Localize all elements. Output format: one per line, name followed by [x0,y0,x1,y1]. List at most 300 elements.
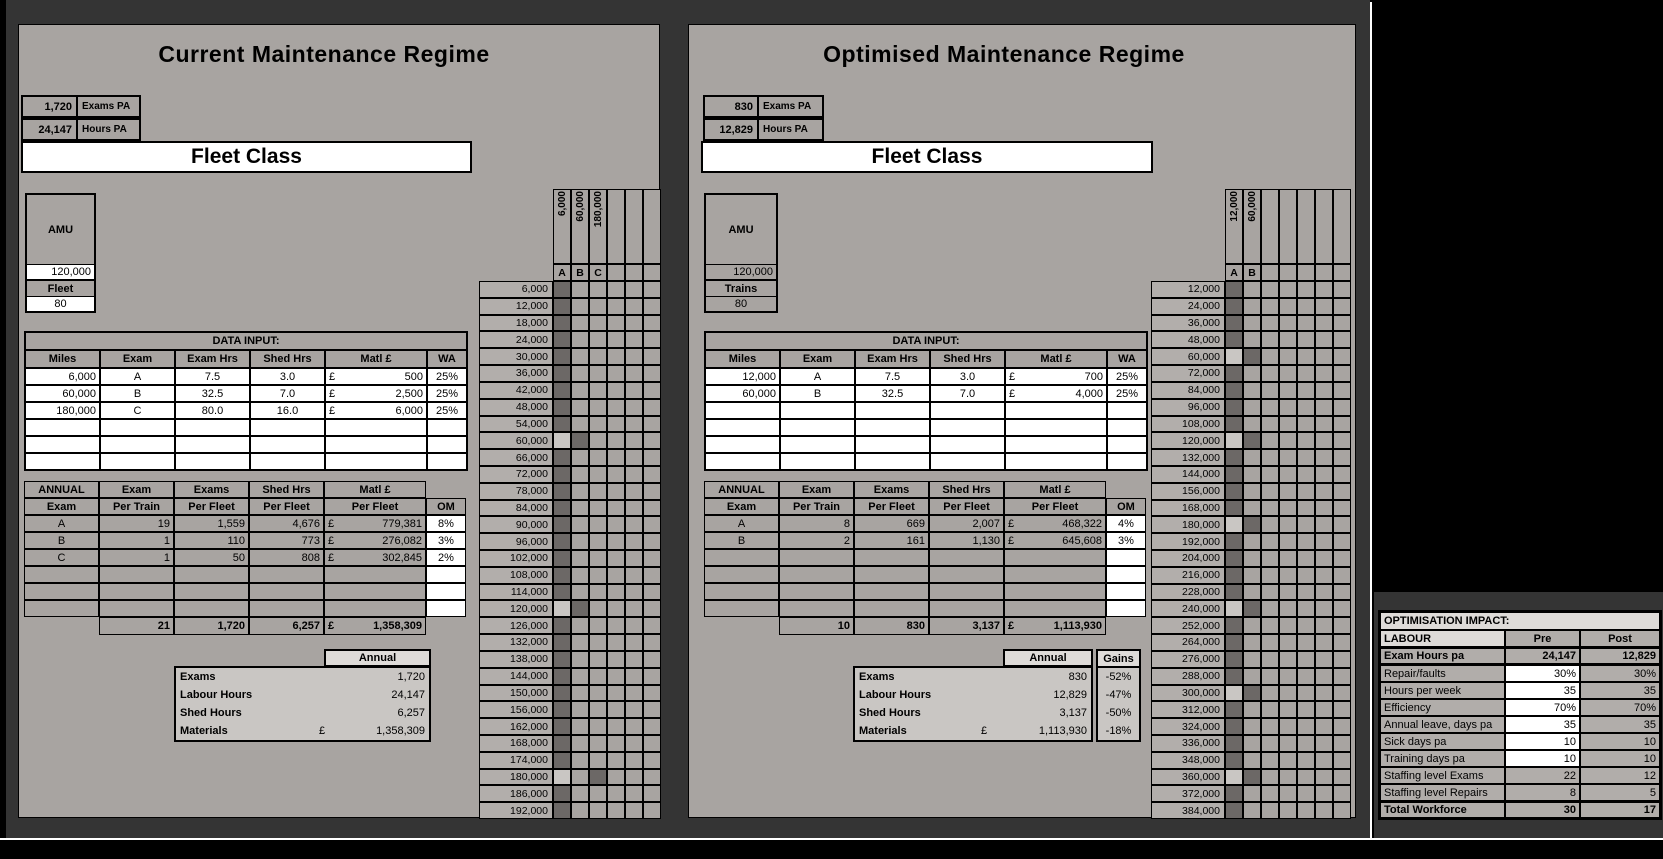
ladder-grid-cell [571,331,589,348]
wa-cell[interactable]: 25% [427,368,467,385]
impact-pre-value[interactable]: 30% [1505,665,1580,682]
ladder-grid-cell [589,500,607,517]
exam-cell[interactable] [100,436,175,453]
ladder-mileage-label: 150,000 [479,685,553,702]
wa-cell[interactable] [1107,419,1147,436]
ladder-grid-cell [589,348,607,365]
ladder-grid-cell [607,802,625,819]
impact-post-value: 12 [1580,767,1660,784]
impact-pre-value: 24,147 [1505,647,1580,665]
amu-value-cell[interactable]: 120,000 [706,264,776,279]
impact-pre-value: 22 [1505,767,1580,784]
ladder-grid-cell [571,399,589,416]
ladder-grid-cell [1315,315,1333,332]
total-per-train: 10 [779,617,854,635]
ladder-grid-cell [1225,567,1243,584]
ladder-grid-cell [643,331,661,348]
ladder-mileage-label: 138,000 [479,651,553,668]
ladder-grid-cell [1225,718,1243,735]
ladder-grid-cell [607,399,625,416]
ladder-mileage-label: 216,000 [1151,567,1225,584]
hours-pa-label: Hours PA [77,118,141,141]
exam-cell[interactable]: A [780,368,855,385]
shed-hrs-per-fleet-cell [249,566,324,583]
column-header: Per Fleet [854,498,929,515]
ladder-grid-cell [1315,449,1333,466]
per-train-cell [779,600,854,617]
impact-row-label: Training days pa [1380,750,1505,767]
ladder-mileage-label: 276,000 [1151,651,1225,668]
ladder-grid-cell [1333,331,1351,348]
ladder-grid-cell [643,701,661,718]
spacer-cell [426,481,466,498]
miles-cell[interactable] [705,402,780,419]
wa-cell[interactable] [427,436,467,453]
ladder-grid-cell [1261,432,1279,449]
exam-hrs-cell[interactable] [175,436,250,453]
ladder-mileage-label: 336,000 [1151,735,1225,752]
exam-hrs-cell[interactable] [855,453,930,470]
ladder-interval-header [1297,189,1315,264]
impact-post-value: 35 [1580,716,1660,733]
exam-cell [24,566,99,583]
matl-cell[interactable] [325,453,427,470]
fleet-value-cell[interactable]: 80 [27,296,94,311]
exam-cell[interactable] [100,419,175,436]
ladder-grid-cell [1279,668,1297,685]
ladder-grid-cell [571,365,589,382]
exam-hrs-cell[interactable]: 7.5 [175,368,250,385]
matl-cell[interactable]: £ 6,000 [325,402,427,419]
exam-cell: B [704,532,779,549]
wa-cell[interactable]: 25% [1107,368,1147,385]
ladder-grid-cell [625,382,643,399]
exam-hrs-cell[interactable]: 80.0 [175,402,250,419]
impact-row-label: Staffing level Exams [1380,767,1505,784]
exam-hrs-cell[interactable]: 32.5 [175,385,250,402]
matl-cell[interactable] [1005,453,1107,470]
ladder-grid-cell [1243,685,1261,702]
shed-hrs-cell[interactable] [930,402,1005,419]
exam-cell[interactable]: B [100,385,175,402]
wa-cell[interactable] [427,419,467,436]
ladder-grid-cell [625,331,643,348]
impact-post-value: 10 [1580,750,1660,767]
ladder-grid-cell [1225,584,1243,601]
summary-row: Shed Hours 6,257 [180,707,425,719]
fleet-class-banner[interactable]: Fleet Class [21,141,472,173]
impact-title: OPTIMISATION IMPACT: [1380,612,1660,630]
exam-hrs-cell[interactable] [855,402,930,419]
ladder-mileage-label: 156,000 [1151,483,1225,500]
total-matl: £ 1,358,309 [324,617,426,635]
exam-cell[interactable]: A [100,368,175,385]
column-header: Shed Hrs [930,350,1005,368]
ladder-grid-cell [1261,449,1279,466]
shed-hrs-cell[interactable] [250,419,325,436]
om-cell[interactable] [426,583,466,600]
ladder-grid-cell [571,466,589,483]
ladder-grid-cell [1297,416,1315,433]
shed-hrs-per-fleet-cell: 1,130 [929,532,1004,549]
shed-hrs-cell[interactable] [930,419,1005,436]
spacer-cell [24,617,99,635]
ladder-grid-cell [1243,651,1261,668]
ladder-grid-cell [1261,298,1279,315]
total-exams: 1,720 [174,617,249,635]
wa-cell[interactable]: 25% [1107,385,1147,402]
wa-cell[interactable] [1107,436,1147,453]
ladder-grid-cell [1297,516,1315,533]
impact-post-value: 10 [1580,733,1660,750]
ladder-interval-header: 180,000 [589,189,607,264]
ladder-grid-cell [589,516,607,533]
ladder-grid-cell [1315,600,1333,617]
miles-cell[interactable]: 60,000 [705,385,780,402]
ladder-grid-cell [571,802,589,819]
om-cell[interactable]: 3% [1106,532,1146,549]
ladder-mileage-label: 96,000 [479,533,553,550]
impact-row-label: Exam Hours pa [1380,647,1505,665]
matl-cell[interactable]: £ 500 [325,368,427,385]
shed-hrs-cell[interactable]: 3.0 [250,368,325,385]
ladder-grid-cell [607,651,625,668]
ladder-grid-cell [1243,567,1261,584]
miles-cell[interactable] [25,436,100,453]
wa-cell[interactable]: 25% [427,385,467,402]
ladder-grid-cell [607,769,625,786]
matl-cell[interactable]: £ 700 [1005,368,1107,385]
exam-cell[interactable] [780,402,855,419]
ladder-grid-cell [1279,718,1297,735]
impact-row-label: Annual leave, days pa [1380,716,1505,733]
om-cell[interactable] [1106,549,1146,566]
ladder-grid-cell [643,600,661,617]
matl-cell[interactable]: £ 4,000 [1005,385,1107,402]
ladder-grid-cell [643,500,661,517]
ladder-grid-cell [1261,533,1279,550]
ladder-grid-cell [1261,399,1279,416]
ladder-exam-letter [1297,264,1315,281]
shed-hrs-cell[interactable]: 7.0 [250,385,325,402]
impact-pre-value[interactable]: 35 [1505,682,1580,699]
miles-cell[interactable]: 6,000 [25,368,100,385]
impact-post-value: 70% [1580,699,1660,716]
ladder-grid-cell [607,298,625,315]
window-edge-vertical [1370,2,1372,838]
exam-hrs-cell[interactable] [855,436,930,453]
shed-hrs-per-fleet-cell: 2,007 [929,515,1004,532]
exam-hrs-cell[interactable]: 7.5 [855,368,930,385]
ladder-grid-cell [1333,752,1351,769]
exam-hrs-cell[interactable] [175,453,250,470]
ladder-grid-cell [1315,500,1333,517]
ladder-exam-letter [607,264,625,281]
ladder-grid-cell [607,785,625,802]
ladder-grid-cell [553,651,571,668]
ladder-grid-cell [1225,500,1243,517]
ladder-grid-cell [571,416,589,433]
ladder-interval-header [607,189,625,264]
ladder-grid-cell [607,382,625,399]
ladder-grid-cell [1333,399,1351,416]
ladder-mileage-label: 132,000 [479,634,553,651]
shed-hrs-cell[interactable] [250,453,325,470]
impact-post-header: Post [1580,630,1660,647]
data-input-title: DATA INPUT: [705,332,1147,350]
exam-hrs-cell[interactable] [175,419,250,436]
ladder-grid-cell [625,701,643,718]
ladder-grid-cell [625,718,643,735]
ladder-grid-cell [1315,466,1333,483]
ladder-mileage-label: 66,000 [479,449,553,466]
ladder-grid-cell [1297,651,1315,668]
per-train-cell: 19 [99,515,174,532]
ladder-grid-cell [1225,600,1243,617]
ladder-grid-cell [1243,365,1261,382]
ladder-grid-cell [589,567,607,584]
shed-hrs-per-fleet-cell: 4,676 [249,515,324,532]
ladder-grid-cell [1261,668,1279,685]
impact-post-value: 30% [1580,665,1660,682]
exam-cell[interactable] [780,436,855,453]
ladder-grid-cell [1297,399,1315,416]
ladder-grid-cell [1225,432,1243,449]
ladder-grid-cell [571,298,589,315]
impact-pre-value[interactable]: 35 [1505,716,1580,733]
matl-cell[interactable] [325,419,427,436]
ladder-grid-cell [607,331,625,348]
column-header: Per Fleet [1004,498,1106,515]
exams-per-fleet-cell [854,549,929,566]
ladder-grid-cell [1225,701,1243,718]
per-train-cell [99,600,174,617]
column-header: Exam [704,498,779,515]
ladder-grid-cell [625,634,643,651]
summary-row: Labour Hours 12,829 [859,689,1087,701]
per-train-cell: 2 [779,532,854,549]
impact-pre-value: 8 [1505,784,1580,801]
miles-cell[interactable] [705,436,780,453]
ladder-grid-cell [1279,533,1297,550]
annual-table [704,481,1146,635]
ladder-grid-cell [643,769,661,786]
ladder-grid-cell [643,348,661,365]
ladder-grid-cell [571,752,589,769]
shed-hrs-cell[interactable]: 7.0 [930,385,1005,402]
trains-value-cell[interactable]: 80 [706,296,776,311]
exam-hrs-cell[interactable]: 32.5 [855,385,930,402]
ladder-grid-cell [1225,281,1243,298]
matl-per-fleet-cell [1004,566,1106,583]
optimised-regime-panel [688,24,1356,818]
ladder-grid-cell [1243,466,1261,483]
om-cell[interactable] [1106,566,1146,583]
ladder-mileage-label: 288,000 [1151,668,1225,685]
ladder-mileage-label: 72,000 [1151,365,1225,382]
om-cell[interactable]: 8% [426,515,466,532]
ladder-grid-cell [1243,600,1261,617]
ladder-grid-cell [571,533,589,550]
gains-value: -50% [1105,707,1132,719]
impact-pre-header: Pre [1505,630,1580,647]
miles-cell[interactable]: 12,000 [705,368,780,385]
miles-cell[interactable] [705,453,780,470]
om-cell[interactable] [426,566,466,583]
column-header: Shed Hrs [249,481,324,498]
matl-cell[interactable] [1005,436,1107,453]
wa-cell[interactable]: 25% [427,402,467,419]
exam-cell[interactable] [100,453,175,470]
ladder-grid-cell [1297,785,1315,802]
impact-table [1378,610,1662,820]
ladder-grid-cell [1261,701,1279,718]
ladder-grid-cell [1225,550,1243,567]
ladder-grid-cell [625,600,643,617]
shed-hrs-cell[interactable] [930,453,1005,470]
ladder-grid-cell [607,752,625,769]
miles-cell[interactable]: 180,000 [25,402,100,419]
total-shed-hrs: 6,257 [249,617,324,635]
miles-cell[interactable] [705,419,780,436]
impact-pre-value[interactable]: 10 [1505,733,1580,750]
ladder-grid-cell [625,550,643,567]
ladder-grid-cell [1243,668,1261,685]
ladder-grid-cell [1315,416,1333,433]
ladder-grid-cell [1225,516,1243,533]
total-shed-hrs: 3,137 [929,617,1004,635]
impact-pre-value[interactable]: 10 [1505,750,1580,767]
exam-cell [704,583,779,600]
ladder-grid-cell [589,735,607,752]
exam-hrs-cell[interactable] [855,419,930,436]
ladder-grid-cell [553,348,571,365]
wa-cell[interactable] [427,453,467,470]
ladder-mileage-label: 120,000 [1151,432,1225,449]
shed-hrs-cell[interactable] [930,436,1005,453]
ladder-grid-cell [1333,382,1351,399]
ladder-grid-cell [1315,785,1333,802]
fleet-class-banner[interactable]: Fleet Class [701,141,1153,173]
amu-value-cell[interactable]: 120,000 [27,264,94,279]
ladder-mileage-label: 96,000 [1151,399,1225,416]
impact-pre-value[interactable]: 70% [1505,699,1580,716]
ladder-grid-cell [607,483,625,500]
column-header: WA [427,350,467,368]
exam-cell[interactable]: C [100,402,175,419]
ladder-mileage-label: 36,000 [1151,315,1225,332]
om-cell[interactable]: 3% [426,532,466,549]
exam-cell [704,600,779,617]
exams-pa-label: Exams PA [758,95,824,118]
matl-per-fleet-cell [324,583,426,600]
ladder-grid-cell [1279,331,1297,348]
ladder-grid-cell [643,449,661,466]
matl-cell[interactable] [1005,419,1107,436]
ladder-grid-cell [1333,617,1351,634]
shed-hrs-per-fleet-cell [249,583,324,600]
ladder-grid-cell [1297,500,1315,517]
ladder-grid-cell [571,600,589,617]
ladder-exam-letter: A [1225,264,1243,281]
column-header: WA [1107,350,1147,368]
column-header: Exam [99,481,174,498]
ladder-grid-cell [1333,348,1351,365]
ladder-grid-cell [607,449,625,466]
ladder-exam-letter: B [571,264,589,281]
matl-cell[interactable]: £ 2,500 [325,385,427,402]
ladder-grid-cell [643,533,661,550]
ladder-grid-cell [553,449,571,466]
exam-cell[interactable]: B [780,385,855,402]
shed-hrs-cell[interactable] [250,436,325,453]
ladder-grid-cell [553,584,571,601]
ladder-mileage-label: 12,000 [479,298,553,315]
ladder-grid-cell [1333,735,1351,752]
column-header: Exam [24,498,99,515]
wa-cell[interactable] [1107,402,1147,419]
matl-cell[interactable] [325,436,427,453]
matl-cell[interactable] [1005,402,1107,419]
ladder-grid-cell [553,550,571,567]
ladder-interval-header [1261,189,1279,264]
ladder-grid-cell [1279,752,1297,769]
ladder-grid-cell [1315,298,1333,315]
ladder-interval-header: 60,000 [571,189,589,264]
ladder-grid-cell [625,416,643,433]
per-train-cell [779,549,854,566]
exams-per-fleet-cell [854,566,929,583]
ladder-grid-cell [1297,432,1315,449]
shed-hrs-per-fleet-cell: 773 [249,532,324,549]
gains-header: Gains [1098,651,1139,668]
ladder-grid-cell [1279,483,1297,500]
window-edge-horizontal [0,838,1663,840]
ladder-grid-cell [571,735,589,752]
ladder-grid-cell [1225,331,1243,348]
exam-cell[interactable] [780,453,855,470]
ladder-grid-cell [625,500,643,517]
shed-hrs-cell[interactable]: 16.0 [250,402,325,419]
ladder-interval-header [625,189,643,264]
om-cell[interactable] [426,600,466,617]
ladder-grid-cell [1261,483,1279,500]
wa-cell[interactable] [1107,453,1147,470]
ladder-grid-cell [625,298,643,315]
om-cell[interactable]: 2% [426,549,466,566]
ladder-mileage-label: 48,000 [479,399,553,416]
ladder-grid-cell [1297,331,1315,348]
column-header: Exams [174,481,249,498]
ladder-grid-cell [571,701,589,718]
shed-hrs-cell[interactable]: 3.0 [930,368,1005,385]
om-cell[interactable]: 4% [1106,515,1146,532]
ladder-grid-cell [643,550,661,567]
ladder-mileage-label: 300,000 [1151,685,1225,702]
ladder-grid-cell [1243,718,1261,735]
exam-cell[interactable] [780,419,855,436]
miles-cell[interactable] [25,419,100,436]
total-matl: £ 1,113,930 [1004,617,1106,635]
miles-cell[interactable] [25,453,100,470]
column-header: Exam [100,350,175,368]
column-header: Matl £ [325,350,427,368]
ladder-grid-cell [625,281,643,298]
miles-cell[interactable]: 60,000 [25,385,100,402]
om-cell[interactable] [1106,583,1146,600]
ladder-grid-cell [553,483,571,500]
om-cell[interactable] [1106,600,1146,617]
